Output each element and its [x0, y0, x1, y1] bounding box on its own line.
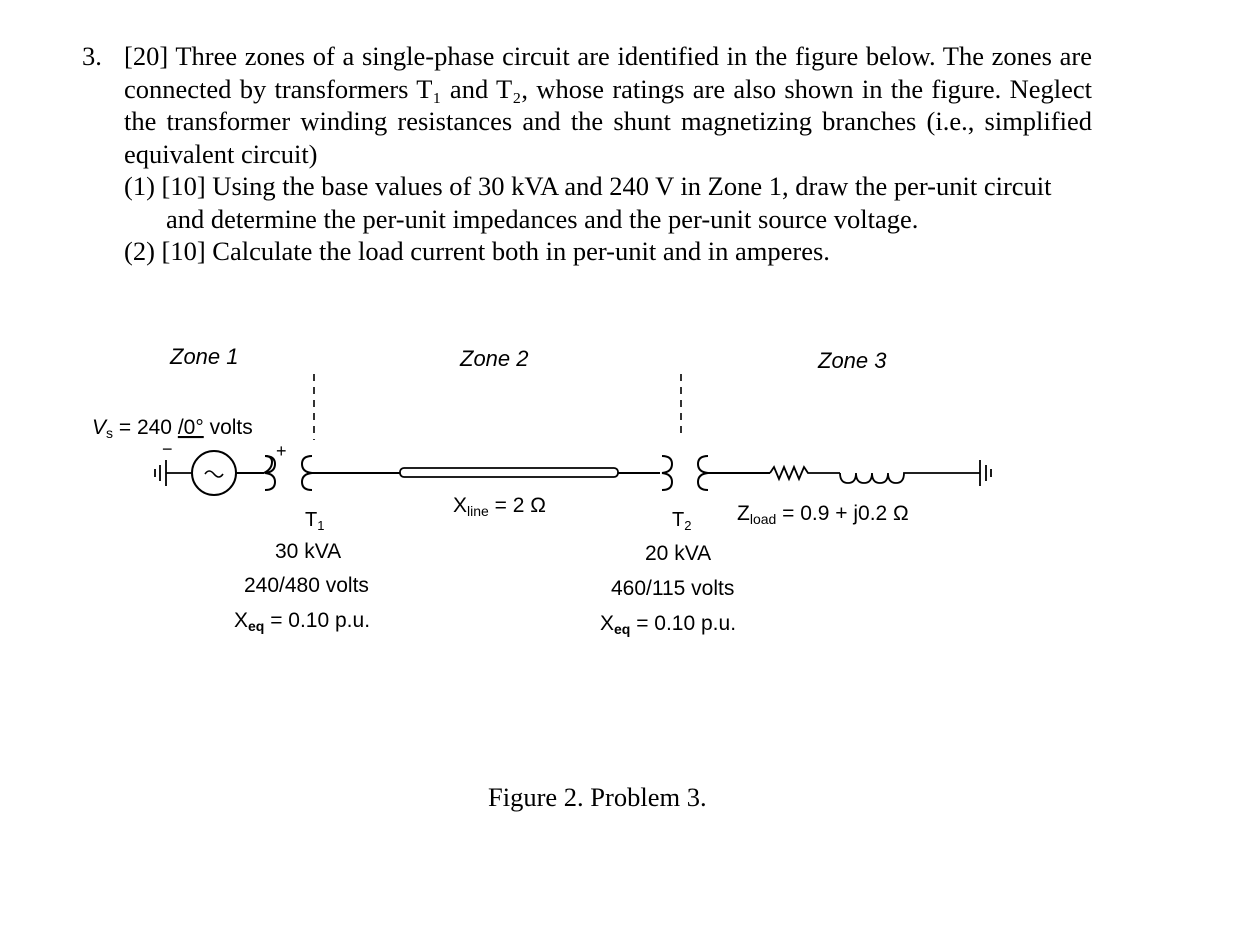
part-2-text: [10] Calculate the load current both in per-unit and in amperes. — [161, 236, 830, 266]
load-resistor-icon — [770, 467, 840, 479]
t2-rating: 20 kVA — [645, 542, 712, 565]
part-2 — [124, 235, 1092, 268]
transformer-t2-icon — [662, 456, 708, 490]
t1-voltage: 240/480 volts — [244, 574, 369, 597]
minus-sign: − — [162, 439, 173, 459]
zone-1-label: Zone 1 — [170, 344, 239, 369]
transformer-t1-icon — [264, 456, 312, 490]
zone-3-label: Zone 3 — [818, 348, 887, 373]
load-impedance: Zload = 0.9 + j0.2 Ω — [737, 502, 909, 527]
t1-rating: 30 kVA — [275, 540, 342, 563]
part-2-label: (2) — [124, 236, 155, 266]
problem-3 — [82, 40, 1092, 268]
zone-2-label: Zone 2 — [460, 346, 529, 371]
t2-voltage: 460/115 volts — [611, 577, 735, 600]
ground-icon-right — [980, 460, 991, 486]
problem-statement: [20] Three zones of a single-phase circuit are identified in the figure below. The zones are connected by transformers T₁ and T₂, whose ratings are also shown in the figure. Neglect the transformer winding resistances and the shunt magnetizing branches (i.e., simplified equivalent circuit) — [124, 41, 1092, 169]
part-1 — [124, 170, 1092, 235]
source-voltage-label: Vs = 240 /0° volts — [92, 416, 253, 441]
figure-caption: Figure 2. Problem 3. — [488, 782, 707, 812]
part-1-text: [10] Using the base values of 30 kVA and 240 V in Zone 1, draw the per-unit circuit and determine the per-unit impedances and the per-unit source voltage. — [161, 171, 1052, 234]
part-1-label: (1) — [124, 171, 155, 201]
problem-number: 3. — [82, 41, 102, 71]
t1-label: $T_1$ — [305, 509, 325, 533]
load-inductor-icon — [840, 473, 980, 483]
t1-reactance: Xeq = 0.10 p.u. — [234, 609, 371, 634]
ground-icon-left — [155, 460, 192, 486]
ac-source-icon — [192, 451, 236, 495]
plus-sign: + — [276, 441, 287, 461]
t2-reactance: Xeq = 0.10 p.u. — [600, 612, 737, 637]
t2-label: $T_2$ — [672, 509, 692, 533]
line-reactance: Xline = 2 Ω — [453, 494, 546, 519]
circuit-figure — [0, 290, 1254, 710]
transmission-line-icon — [400, 468, 618, 477]
